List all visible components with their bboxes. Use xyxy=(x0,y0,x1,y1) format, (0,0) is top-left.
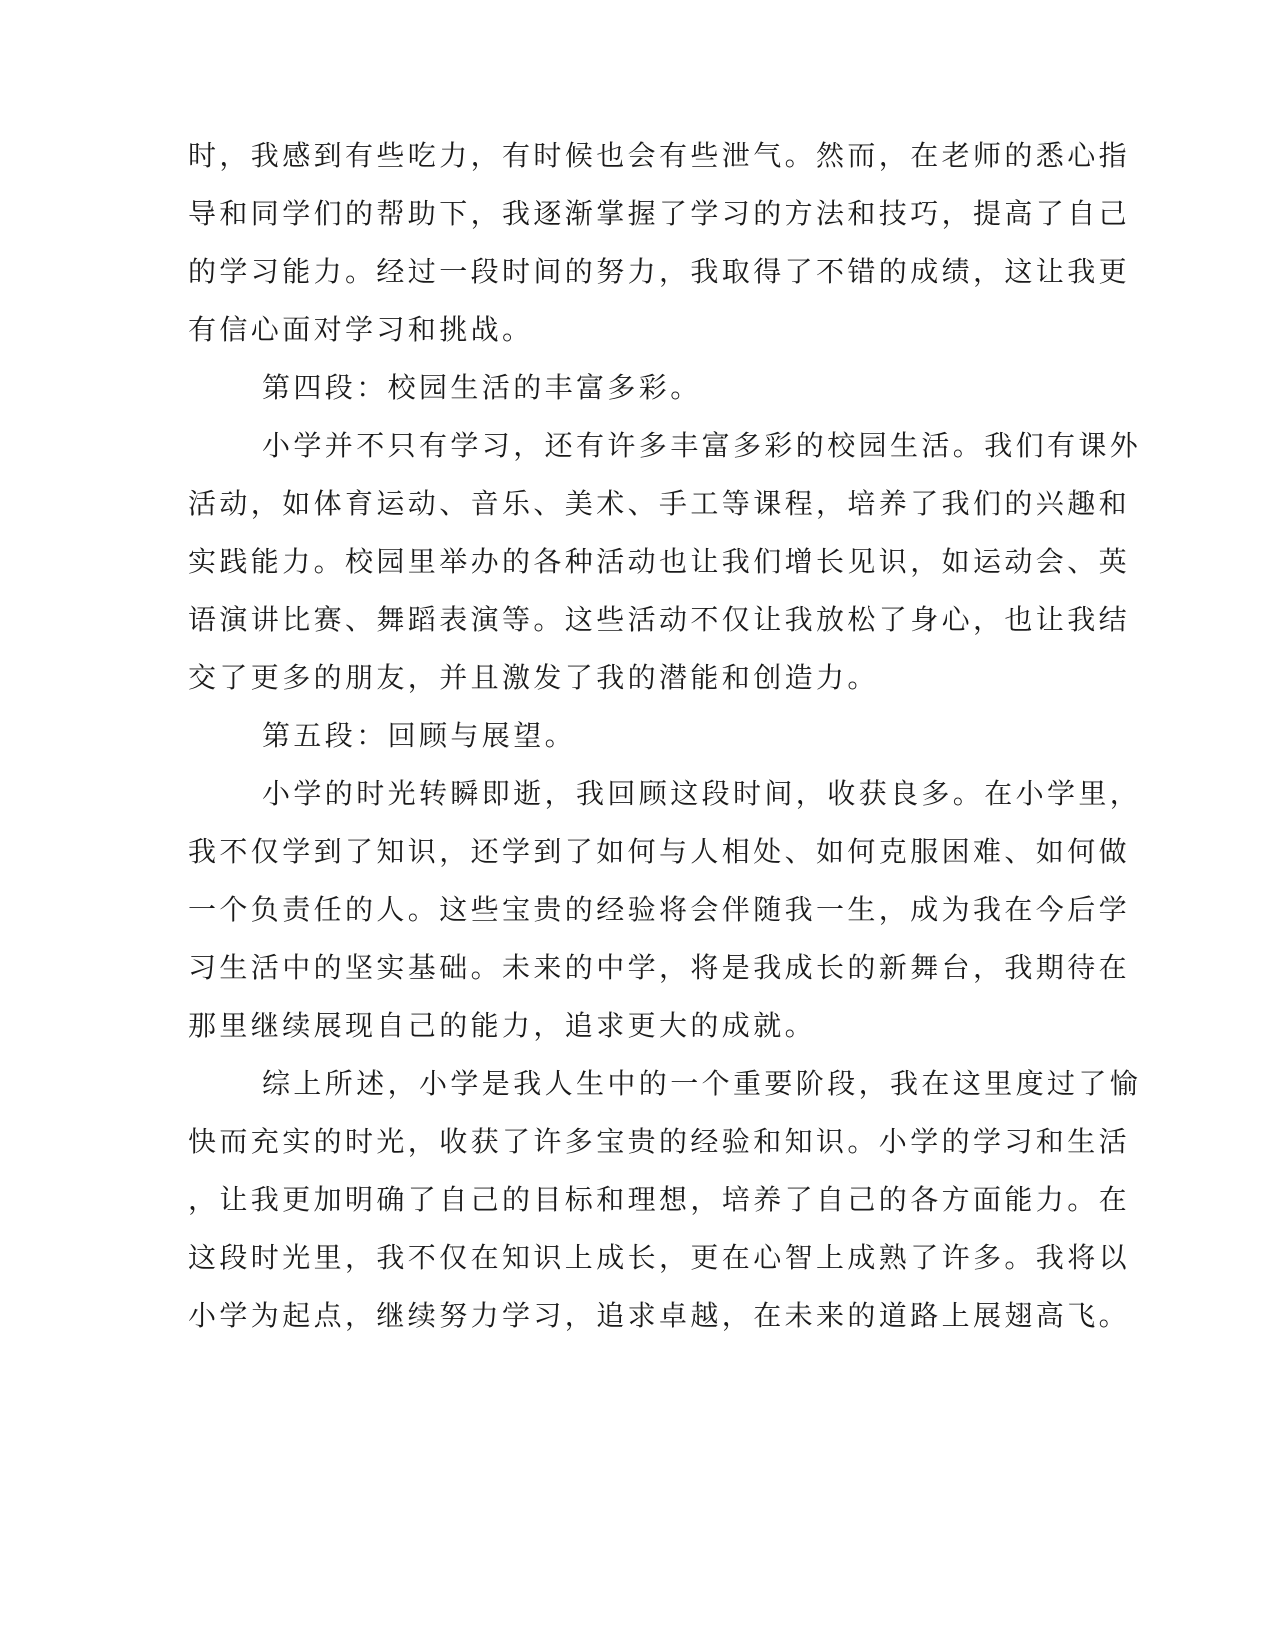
paragraph-line: 交了更多的朋友，并且激发了我的潜能和创造力。 xyxy=(188,661,879,694)
paragraph-line: 小学并不只有学习，还有许多丰富多彩的校园生活。我们有课外 xyxy=(262,429,1142,462)
paragraph-line: 综上所述，小学是我人生中的一个重要阶段，我在这里度过了愉 xyxy=(262,1067,1142,1100)
paragraph-line: 这段时光里，我不仅在知识上成长，更在心智上成熟了许多。我将以 xyxy=(188,1241,1131,1274)
paragraph-line: 一个负责任的人。这些宝贵的经验将会伴随我一生，成为我在今后学 xyxy=(188,893,1131,926)
paragraph-line: ，让我更加明确了自己的目标和理想，培养了自己的各方面能力。在 xyxy=(188,1183,1131,1216)
section-heading: 第四段：校园生活的丰富多彩。 xyxy=(262,371,702,404)
section-heading: 第五段：回顾与展望。 xyxy=(262,719,577,752)
paragraph-line: 有信心面对学习和挑战。 xyxy=(188,313,534,346)
paragraph-line: 活动，如体育运动、音乐、美术、手工等课程，培养了我们的兴趣和 xyxy=(188,487,1131,520)
paragraph-line: 小学为起点，继续努力学习，追求卓越，在未来的道路上展翅高飞。 xyxy=(188,1299,1131,1332)
paragraph-line: 小学的时光转瞬即逝，我回顾这段时间，收获良多。在小学里， xyxy=(262,777,1142,810)
paragraph-line: 我不仅学到了知识，还学到了如何与人相处、如何克服困难、如何做 xyxy=(188,835,1131,868)
paragraph-line: 时，我感到有些吃力，有时候也会有些泄气。然而，在老师的悉心指 xyxy=(188,139,1131,172)
paragraph-line: 实践能力。校园里举办的各种活动也让我们增长见识，如运动会、英 xyxy=(188,545,1131,578)
paragraph-line: 的学习能力。经过一段时间的努力，我取得了不错的成绩，这让我更 xyxy=(188,255,1131,288)
paragraph-line: 语演讲比赛、舞蹈表演等。这些活动不仅让我放松了身心，也让我结 xyxy=(188,603,1131,636)
paragraph-line: 导和同学们的帮助下，我逐渐掌握了学习的方法和技巧，提高了自己 xyxy=(188,197,1131,230)
paragraph-line: 快而充实的时光，收获了许多宝贵的经验和知识。小学的学习和生活 xyxy=(188,1125,1131,1158)
paragraph-line: 习生活中的坚实基础。未来的中学，将是我成长的新舞台，我期待在 xyxy=(188,951,1131,984)
paragraph-line: 那里继续展现自己的能力，追求更大的成就。 xyxy=(188,1009,817,1042)
